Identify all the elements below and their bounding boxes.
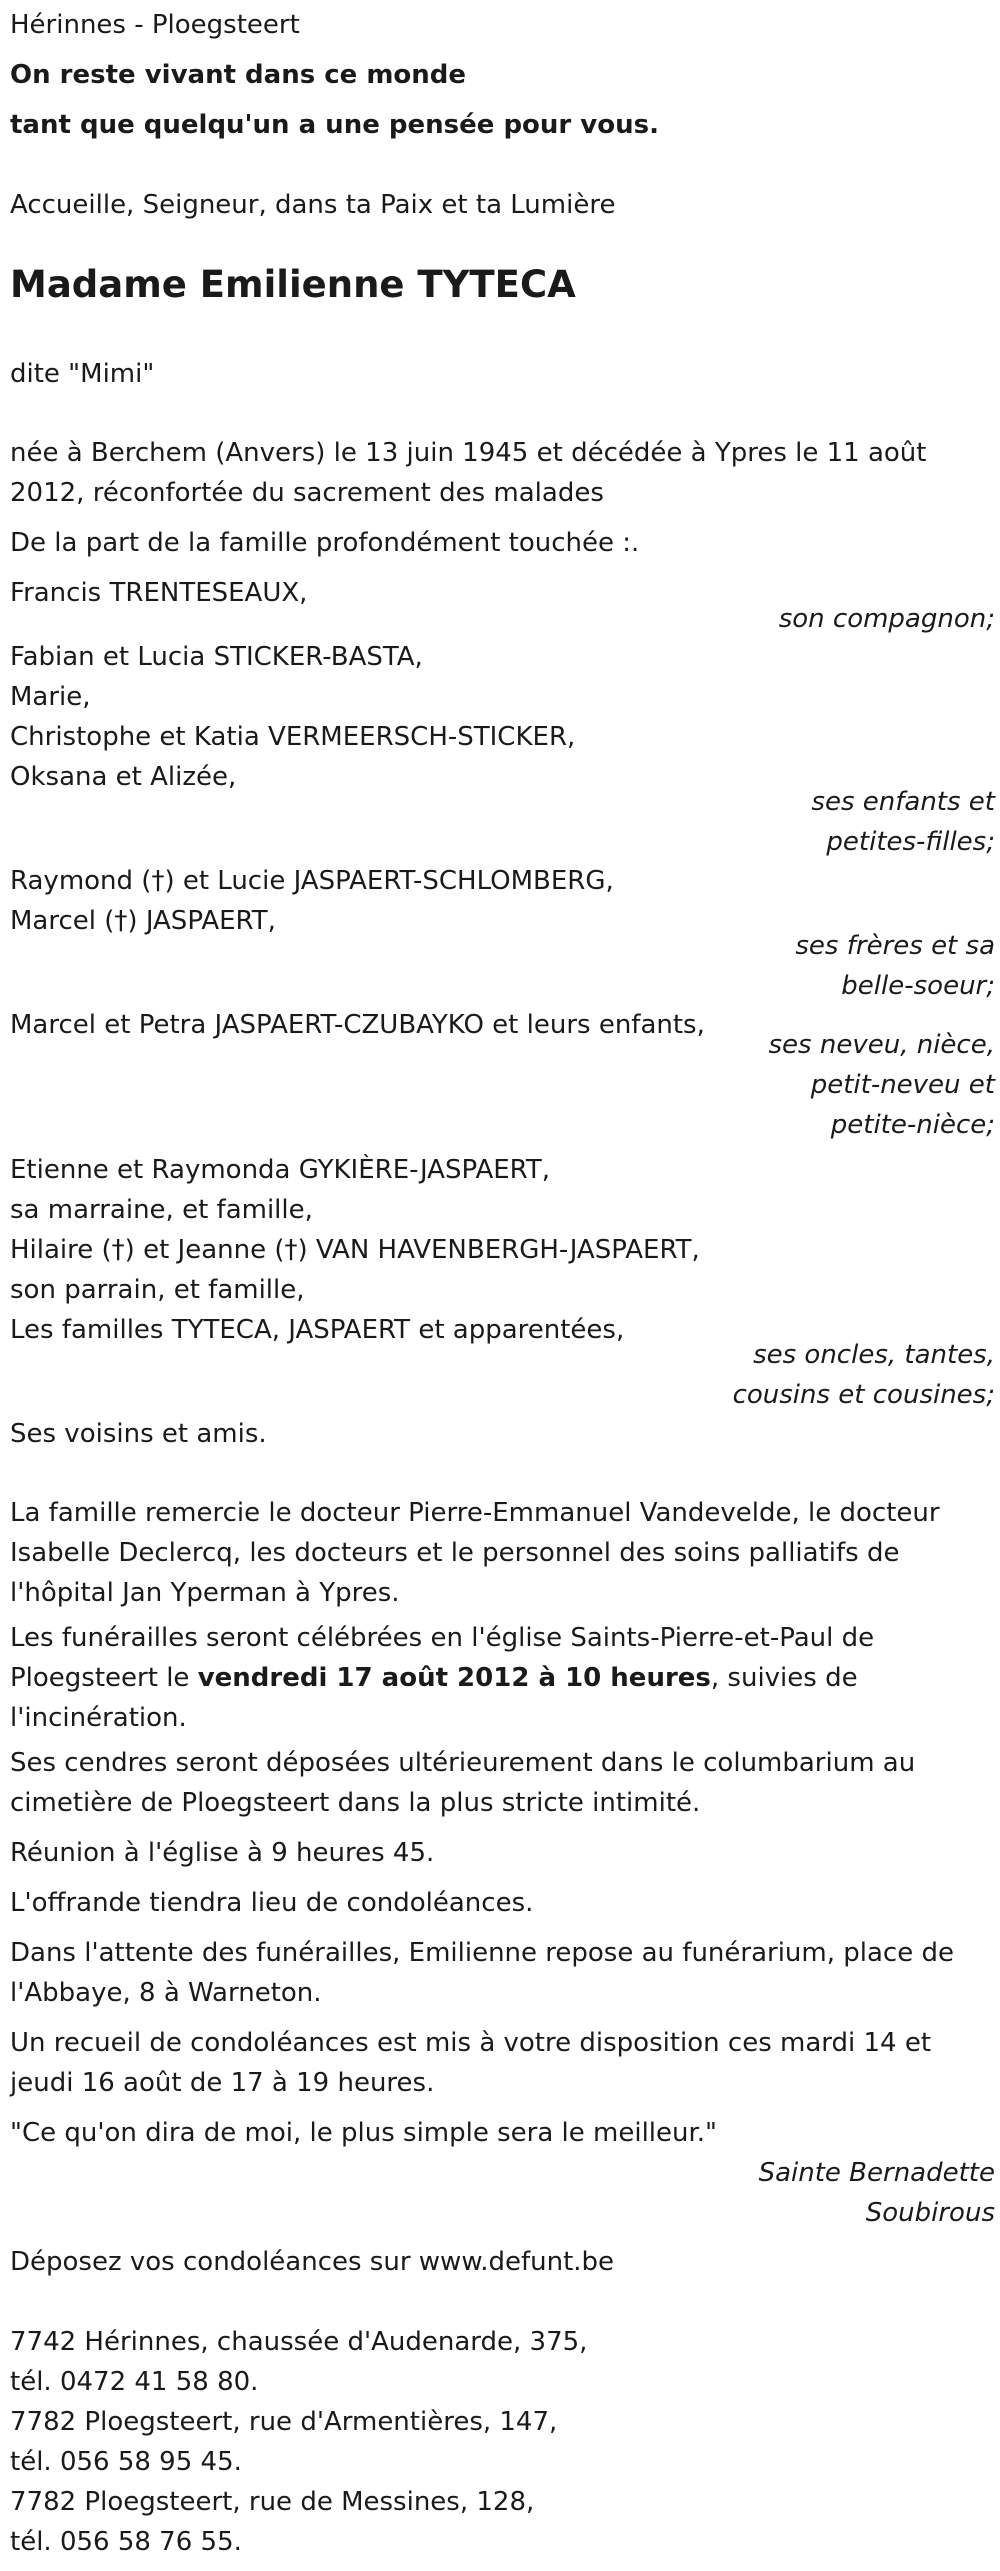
register-line: Un recueil de condoléances est mis à votre disposition ces mardi 14 et bbox=[10, 2028, 932, 2058]
partner-name: Francis TRENTESEAUX, bbox=[10, 578, 308, 608]
uncle-line: Les familles TYTECA, JASPAERT et apparentées, bbox=[10, 1315, 625, 1345]
partner-role: son compagnon; bbox=[778, 604, 995, 634]
ashes-paragraph bbox=[10, 1743, 995, 1823]
uncles-role-line-2: cousins et cousines; bbox=[732, 1380, 995, 1410]
phone-line: tél. 056 58 76 55. bbox=[10, 2527, 242, 2557]
funeral-line-2-suffix: , suivies de bbox=[710, 1663, 858, 1693]
deceased-name: Madame Emilienne TYTECA bbox=[10, 263, 576, 306]
children-role bbox=[10, 782, 995, 862]
siblings-role-line-2: belle-soeur; bbox=[841, 971, 995, 1001]
rest-paragraph bbox=[10, 1933, 995, 2013]
citation-line: "Ce qu'on dira de moi, le plus simple sera le meilleur." bbox=[10, 2118, 718, 2148]
family-intro: De la part de la famille profondément touchée :. bbox=[10, 528, 640, 558]
phone-line: tél. 056 58 95 45. bbox=[10, 2447, 242, 2477]
address-line: 7782 Ploegsteert, rue d'Armentières, 147, bbox=[10, 2407, 558, 2437]
quote-line-2: tant que quelqu'un a une pensée pour vous. bbox=[10, 110, 659, 140]
citation-author bbox=[10, 2153, 995, 2233]
location-line: Hérinnes - Ploegsteert bbox=[10, 10, 300, 40]
nephew-role-line-2: petit-neveu et bbox=[810, 1070, 995, 1100]
ashes-line: cimetière de Ploegsteert dans la plus stricte intimité. bbox=[10, 1788, 701, 1818]
quote-line-1: On reste vivant dans ce monde bbox=[10, 60, 467, 90]
nephew-role-line-1: ses neveu, nièce, bbox=[768, 1030, 995, 1060]
funeral-paragraph bbox=[10, 1618, 995, 1738]
thanks-line: La famille remercie le docteur Pierre-Emmanuel Vandevelde, le docteur bbox=[10, 1498, 940, 1528]
uncles-role bbox=[10, 1335, 995, 1415]
citation-author-line-2: Soubirous bbox=[865, 2198, 995, 2228]
child-line: Oksana et Alizée, bbox=[10, 762, 237, 792]
child-line: Christophe et Katia VERMEERSCH-STICKER, bbox=[10, 722, 576, 752]
rest-line: Dans l'attente des funérailles, Emilienne repose au funérarium, place de bbox=[10, 1938, 954, 1968]
prayer-line: Accueille, Seigneur, dans ta Paix et ta Lumière bbox=[10, 190, 616, 220]
rest-line: l'Abbaye, 8 à Warneton. bbox=[10, 1978, 322, 2008]
sibling-line: Marcel (†) JASPAERT, bbox=[10, 906, 276, 936]
thanks-paragraph bbox=[10, 1493, 995, 1613]
addresses-block bbox=[10, 2322, 995, 2562]
nickname: dite "Mimi" bbox=[10, 359, 155, 389]
funeral-line-3: l'incinération. bbox=[10, 1703, 187, 1733]
offering-line: L'offrande tiendra lieu de condoléances. bbox=[10, 1888, 534, 1918]
ashes-line: Ses cendres seront déposées ultérieurement dans le columbarium au bbox=[10, 1748, 916, 1778]
register-line: jeudi 16 août de 17 à 19 heures. bbox=[10, 2068, 435, 2098]
funeral-line-1: Les funérailles seront célébrées en l'église Saints-Pierre-et-Paul de bbox=[10, 1623, 875, 1653]
sibling-line: Raymond (†) et Lucie JASPAERT-SCHLOMBERG, bbox=[10, 866, 614, 896]
thanks-line: Isabelle Declercq, les docteurs et le personnel des soins palliatifs de bbox=[10, 1538, 900, 1568]
neighbours-line: Ses voisins et amis. bbox=[10, 1419, 267, 1449]
uncle-line: sa marraine, et famille, bbox=[10, 1195, 313, 1225]
uncles-role-line-1: ses oncles, tantes, bbox=[753, 1340, 995, 1370]
uncle-line: Hilaire (†) et Jeanne (†) VAN HAVENBERGH-JASPAERT, bbox=[10, 1235, 700, 1265]
nephew-role bbox=[10, 1025, 995, 1145]
condolences-line: Déposez vos condoléances sur www.defunt.be bbox=[10, 2247, 615, 2277]
address-line: 7742 Hérinnes, chaussée d'Audenarde, 375, bbox=[10, 2327, 588, 2357]
children-role-line-1: ses enfants et bbox=[811, 787, 995, 817]
siblings-role bbox=[10, 926, 995, 1006]
child-line: Marie, bbox=[10, 682, 91, 712]
children-role-line-2: petites-filles; bbox=[826, 827, 995, 857]
birth-death-line-2: 2012, réconfortée du sacrement des malades bbox=[10, 478, 604, 508]
funeral-line-2-prefix: Ploegsteert le bbox=[10, 1663, 198, 1693]
phone-line: tél. 0472 41 58 80. bbox=[10, 2367, 259, 2397]
register-paragraph bbox=[10, 2023, 995, 2103]
children-block bbox=[10, 637, 995, 797]
uncles-block bbox=[10, 1150, 995, 1350]
birth-death-line-1: née à Berchem (Anvers) le 13 juin 1945 et décédée à Ypres le 11 août bbox=[10, 438, 927, 468]
meeting-line: Réunion à l'église à 9 heures 45. bbox=[10, 1838, 435, 1868]
nephew-line: Marcel et Petra JASPAERT-CZUBAYKO et leurs enfants, bbox=[10, 1010, 705, 1040]
funeral-line-2 bbox=[10, 1658, 995, 1698]
funeral-date: vendredi 17 août 2012 à 10 heures bbox=[197, 1663, 711, 1693]
child-line: Fabian et Lucia STICKER-BASTA, bbox=[10, 642, 423, 672]
uncle-line: son parrain, et famille, bbox=[10, 1275, 305, 1305]
nephew-role-line-3: petite-nièce; bbox=[830, 1110, 995, 1140]
address-line: 7782 Ploegsteert, rue de Messines, 128, bbox=[10, 2487, 535, 2517]
siblings-role-line-1: ses frères et sa bbox=[795, 931, 995, 961]
citation-author-line-1: Sainte Bernadette bbox=[758, 2158, 995, 2188]
thanks-line: l'hôpital Jan Yperman à Ypres. bbox=[10, 1578, 400, 1608]
uncle-line: Etienne et Raymonda GYKIÈRE-JASPAERT, bbox=[10, 1155, 550, 1185]
